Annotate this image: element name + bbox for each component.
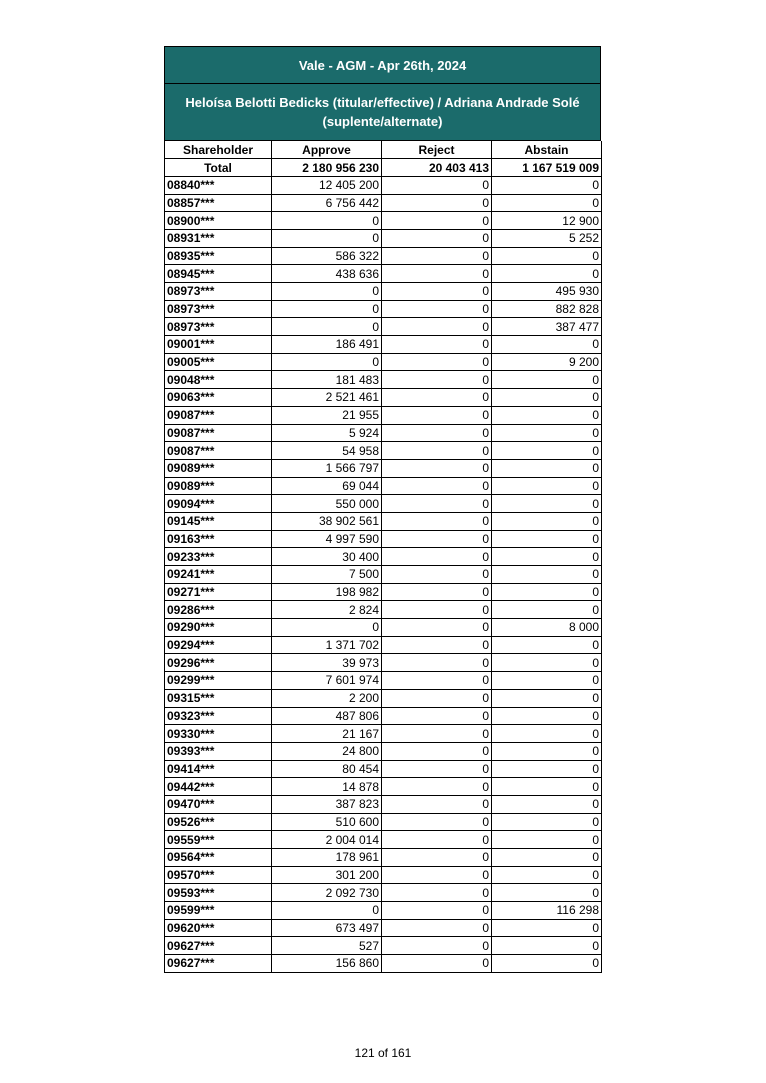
shareholder-cell: 09087*** (165, 442, 272, 460)
reject-cell: 0 (382, 601, 492, 619)
approve-cell: 0 (272, 300, 382, 318)
shareholder-cell: 09005*** (165, 353, 272, 371)
reject-cell: 0 (382, 725, 492, 743)
table-row (165, 583, 602, 601)
table-row (165, 619, 602, 637)
table-row (165, 300, 602, 318)
reject-cell: 0 (382, 955, 492, 973)
table-row (165, 265, 602, 283)
shareholder-cell: 09620*** (165, 919, 272, 937)
shareholder-cell: 09163*** (165, 530, 272, 548)
table-row (165, 866, 602, 884)
approve-cell: 673 497 (272, 919, 382, 937)
reject-cell: 0 (382, 707, 492, 725)
page-number: 121 of 161 (354, 1046, 412, 1060)
shareholder-cell: 09094*** (165, 495, 272, 513)
total-row (165, 159, 602, 177)
abstain-cell: 0 (492, 742, 602, 760)
table-row (165, 849, 602, 867)
reject-cell: 0 (382, 760, 492, 778)
reject-cell: 0 (382, 459, 492, 477)
reject-cell: 0 (382, 371, 492, 389)
shareholder-cell: 09559*** (165, 831, 272, 849)
approve-cell: 24 800 (272, 742, 382, 760)
abstain-cell: 0 (492, 583, 602, 601)
table-row (165, 530, 602, 548)
table-row (165, 601, 602, 619)
table-row (165, 477, 602, 495)
table-row (165, 459, 602, 477)
approve-cell: 0 (272, 902, 382, 920)
col-header-shareholder: Shareholder (165, 141, 272, 159)
approve-cell: 4 997 590 (272, 530, 382, 548)
approve-cell: 2 521 461 (272, 389, 382, 407)
shareholder-cell: 09330*** (165, 725, 272, 743)
reject-cell: 0 (382, 813, 492, 831)
reject-cell: 0 (382, 265, 492, 283)
approve-cell: 510 600 (272, 813, 382, 831)
abstain-cell: 0 (492, 884, 602, 902)
approve-cell: 0 (272, 283, 382, 301)
abstain-cell: 9 200 (492, 353, 602, 371)
approve-cell: 14 878 (272, 778, 382, 796)
table-row (165, 955, 602, 973)
reject-cell: 0 (382, 566, 492, 584)
abstain-cell: 0 (492, 389, 602, 407)
reject-cell: 0 (382, 176, 492, 194)
sheet-title: Vale - AGM - Apr 26th, 2024 (164, 46, 601, 84)
approve-cell: 387 823 (272, 795, 382, 813)
table-row (165, 176, 602, 194)
abstain-cell: 0 (492, 477, 602, 495)
table-row (165, 318, 602, 336)
reject-cell: 0 (382, 512, 492, 530)
abstain-cell: 0 (492, 795, 602, 813)
shareholder-cell: 09048*** (165, 371, 272, 389)
reject-cell: 0 (382, 866, 492, 884)
shareholder-cell: 09627*** (165, 937, 272, 955)
shareholder-cell: 08900*** (165, 212, 272, 230)
approve-cell: 12 405 200 (272, 176, 382, 194)
table-row (165, 689, 602, 707)
table-row (165, 725, 602, 743)
shareholder-cell: 09570*** (165, 866, 272, 884)
table-row (165, 406, 602, 424)
shareholder-cell: 09599*** (165, 902, 272, 920)
abstain-cell: 8 000 (492, 619, 602, 637)
abstain-cell: 0 (492, 336, 602, 354)
reject-cell: 0 (382, 318, 492, 336)
shareholder-cell: 09296*** (165, 654, 272, 672)
shareholder-cell: 09063*** (165, 389, 272, 407)
table-row (165, 442, 602, 460)
shareholder-cell: 09393*** (165, 742, 272, 760)
reject-cell: 0 (382, 406, 492, 424)
table-row (165, 424, 602, 442)
approve-cell: 38 902 561 (272, 512, 382, 530)
table-row (165, 636, 602, 654)
shareholder-cell: 08931*** (165, 229, 272, 247)
reject-cell: 0 (382, 919, 492, 937)
reject-cell: 0 (382, 654, 492, 672)
abstain-cell: 0 (492, 512, 602, 530)
abstain-cell: 0 (492, 725, 602, 743)
shareholder-cell: 09299*** (165, 672, 272, 690)
approve-cell: 80 454 (272, 760, 382, 778)
table-row (165, 919, 602, 937)
abstain-cell: 0 (492, 955, 602, 973)
table-row (165, 707, 602, 725)
shareholder-cell: 09564*** (165, 849, 272, 867)
total-approve: 2 180 956 230 (272, 159, 382, 177)
approve-cell: 54 958 (272, 442, 382, 460)
reject-cell: 0 (382, 495, 492, 513)
shareholder-cell: 09001*** (165, 336, 272, 354)
total-label: Total (165, 159, 272, 177)
approve-cell: 39 973 (272, 654, 382, 672)
abstain-cell: 0 (492, 866, 602, 884)
col-header-abstain: Abstain (492, 141, 602, 159)
shareholder-cell: 08945*** (165, 265, 272, 283)
nominee-subtitle-text: Heloísa Belotti Bedicks (titular/effective) / Adriana Andrade Solé (suplente/alternate) (185, 95, 580, 129)
reject-cell: 0 (382, 353, 492, 371)
approve-cell: 7 500 (272, 566, 382, 584)
abstain-cell: 0 (492, 265, 602, 283)
shareholder-cell: 08840*** (165, 176, 272, 194)
table-row (165, 937, 602, 955)
approve-cell: 0 (272, 619, 382, 637)
table-row (165, 778, 602, 796)
shareholder-cell: 09323*** (165, 707, 272, 725)
abstain-cell: 0 (492, 831, 602, 849)
votes-table (164, 141, 602, 973)
approve-cell: 301 200 (272, 866, 382, 884)
approve-cell: 186 491 (272, 336, 382, 354)
table-row (165, 742, 602, 760)
abstain-cell: 116 298 (492, 902, 602, 920)
shareholder-cell: 09294*** (165, 636, 272, 654)
table-row (165, 548, 602, 566)
abstain-cell: 0 (492, 849, 602, 867)
shareholder-cell: 09526*** (165, 813, 272, 831)
reject-cell: 0 (382, 300, 492, 318)
abstain-cell: 0 (492, 778, 602, 796)
reject-cell: 0 (382, 336, 492, 354)
shareholder-cell: 09414*** (165, 760, 272, 778)
col-header-approve: Approve (272, 141, 382, 159)
table-row (165, 283, 602, 301)
shareholder-cell: 09290*** (165, 619, 272, 637)
approve-cell: 69 044 (272, 477, 382, 495)
total-abstain: 1 167 519 009 (492, 159, 602, 177)
approve-cell: 181 483 (272, 371, 382, 389)
shareholder-cell: 09087*** (165, 406, 272, 424)
table-row (165, 884, 602, 902)
reject-cell: 0 (382, 247, 492, 265)
table-row (165, 371, 602, 389)
abstain-cell: 0 (492, 406, 602, 424)
approve-cell: 1 371 702 (272, 636, 382, 654)
reject-cell: 0 (382, 778, 492, 796)
reject-cell: 0 (382, 902, 492, 920)
abstain-cell: 0 (492, 566, 602, 584)
reject-cell: 0 (382, 689, 492, 707)
abstain-cell: 0 (492, 247, 602, 265)
col-header-reject: Reject (382, 141, 492, 159)
table-row (165, 902, 602, 920)
abstain-cell: 0 (492, 176, 602, 194)
abstain-cell: 0 (492, 530, 602, 548)
reject-cell: 0 (382, 636, 492, 654)
table-row (165, 389, 602, 407)
reject-cell: 0 (382, 548, 492, 566)
abstain-cell: 0 (492, 689, 602, 707)
reject-cell: 0 (382, 212, 492, 230)
reject-cell: 0 (382, 229, 492, 247)
abstain-cell: 495 930 (492, 283, 602, 301)
reject-cell: 0 (382, 283, 492, 301)
reject-cell: 0 (382, 424, 492, 442)
abstain-cell: 0 (492, 601, 602, 619)
approve-cell: 5 924 (272, 424, 382, 442)
approve-cell: 2 004 014 (272, 831, 382, 849)
approve-cell: 586 322 (272, 247, 382, 265)
reject-cell: 0 (382, 619, 492, 637)
approve-cell: 21 955 (272, 406, 382, 424)
abstain-cell: 0 (492, 371, 602, 389)
abstain-cell: 0 (492, 707, 602, 725)
shareholder-cell: 09271*** (165, 583, 272, 601)
table-row (165, 831, 602, 849)
table-row (165, 512, 602, 530)
table-row (165, 194, 602, 212)
shareholder-cell: 09089*** (165, 477, 272, 495)
approve-cell: 2 092 730 (272, 884, 382, 902)
approve-cell: 0 (272, 353, 382, 371)
table-row (165, 229, 602, 247)
approve-cell: 2 200 (272, 689, 382, 707)
abstain-cell: 0 (492, 495, 602, 513)
abstain-cell: 0 (492, 937, 602, 955)
shareholder-cell: 09241*** (165, 566, 272, 584)
abstain-cell: 882 828 (492, 300, 602, 318)
approve-cell: 6 756 442 (272, 194, 382, 212)
shareholder-cell: 09089*** (165, 459, 272, 477)
table-row (165, 353, 602, 371)
table-row (165, 813, 602, 831)
shareholder-cell: 08857*** (165, 194, 272, 212)
reject-cell: 0 (382, 795, 492, 813)
reject-cell: 0 (382, 194, 492, 212)
table-row (165, 495, 602, 513)
table-row (165, 795, 602, 813)
table-row (165, 760, 602, 778)
reject-cell: 0 (382, 937, 492, 955)
reject-cell: 0 (382, 477, 492, 495)
reject-cell: 0 (382, 742, 492, 760)
shareholder-cell: 08935*** (165, 247, 272, 265)
shareholder-cell: 09470*** (165, 795, 272, 813)
shareholder-cell: 09315*** (165, 689, 272, 707)
vote-sheet (164, 46, 601, 973)
approve-cell: 30 400 (272, 548, 382, 566)
abstain-cell: 0 (492, 760, 602, 778)
approve-cell: 0 (272, 212, 382, 230)
approve-cell: 438 636 (272, 265, 382, 283)
abstain-cell: 12 900 (492, 212, 602, 230)
table-row (165, 654, 602, 672)
table-row (165, 336, 602, 354)
approve-cell: 0 (272, 318, 382, 336)
shareholder-cell: 08973*** (165, 283, 272, 301)
reject-cell: 0 (382, 442, 492, 460)
table-row (165, 247, 602, 265)
header-row (165, 141, 602, 159)
table-row (165, 566, 602, 584)
abstain-cell: 387 477 (492, 318, 602, 336)
reject-cell: 0 (382, 583, 492, 601)
abstain-cell: 0 (492, 548, 602, 566)
abstain-cell: 0 (492, 459, 602, 477)
shareholder-cell: 09233*** (165, 548, 272, 566)
reject-cell: 0 (382, 389, 492, 407)
abstain-cell: 0 (492, 813, 602, 831)
abstain-cell: 0 (492, 194, 602, 212)
table-row (165, 672, 602, 690)
approve-cell: 156 860 (272, 955, 382, 973)
shareholder-cell: 08973*** (165, 318, 272, 336)
approve-cell: 21 167 (272, 725, 382, 743)
reject-cell: 0 (382, 530, 492, 548)
abstain-cell: 0 (492, 636, 602, 654)
approve-cell: 2 824 (272, 601, 382, 619)
approve-cell: 198 982 (272, 583, 382, 601)
approve-cell: 487 806 (272, 707, 382, 725)
approve-cell: 7 601 974 (272, 672, 382, 690)
reject-cell: 0 (382, 884, 492, 902)
abstain-cell: 0 (492, 424, 602, 442)
table-row (165, 212, 602, 230)
shareholder-cell: 08973*** (165, 300, 272, 318)
reject-cell: 0 (382, 831, 492, 849)
nominee-subtitle (164, 84, 601, 141)
abstain-cell: 0 (492, 919, 602, 937)
reject-cell: 0 (382, 849, 492, 867)
approve-cell: 550 000 (272, 495, 382, 513)
approve-cell: 1 566 797 (272, 459, 382, 477)
shareholder-cell: 09087*** (165, 424, 272, 442)
abstain-cell: 0 (492, 672, 602, 690)
abstain-cell: 0 (492, 654, 602, 672)
shareholder-cell: 09627*** (165, 955, 272, 973)
approve-cell: 178 961 (272, 849, 382, 867)
shareholder-cell: 09593*** (165, 884, 272, 902)
approve-cell: 527 (272, 937, 382, 955)
abstain-cell: 5 252 (492, 229, 602, 247)
shareholder-cell: 09145*** (165, 512, 272, 530)
total-reject: 20 403 413 (382, 159, 492, 177)
shareholder-cell: 09442*** (165, 778, 272, 796)
abstain-cell: 0 (492, 442, 602, 460)
shareholder-cell: 09286*** (165, 601, 272, 619)
reject-cell: 0 (382, 672, 492, 690)
approve-cell: 0 (272, 229, 382, 247)
